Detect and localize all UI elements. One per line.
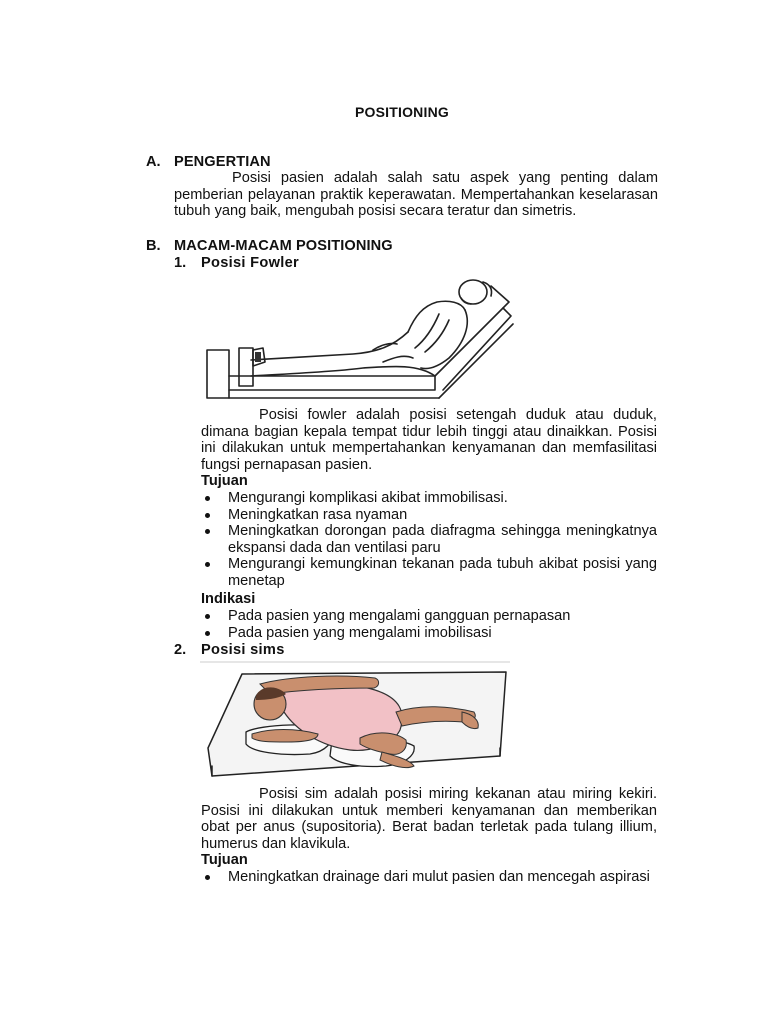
list-item-text: Meningkatkan drainage dari mulut pasien dan mencegah aspirasi bbox=[228, 869, 650, 885]
bullet-icon bbox=[205, 562, 210, 567]
list-item bbox=[201, 608, 657, 625]
list-item-text: Mengurangi kemungkinan tekanan pada tubuh akibat posisi yang menetap bbox=[228, 556, 657, 589]
sims-heading: Posisi sims bbox=[201, 642, 285, 658]
list-item-text: Meningkatkan dorongan pada diafragma sehingga meningkatnya ekspansi dada dan ventilasi paru bbox=[228, 523, 657, 556]
fowler-paragraph-text: Posisi fowler adalah posisi setengah duduk atau duduk, dimana bagian kepala tempat tidur lebih tinggi atau dinaikkan. Posisi ini dilakukan untuk mempertahankan kenyamanan dan memfasilitasi fungsi pernapasan pasien. bbox=[201, 407, 657, 473]
sims-tujuan-label: Tujuan bbox=[201, 852, 248, 868]
list-item-text: Pada pasien yang mengalami imobilisasi bbox=[228, 624, 492, 641]
list-item bbox=[201, 556, 657, 589]
section-a-heading: PENGERTIAN bbox=[174, 154, 271, 170]
sims-paragraph bbox=[201, 786, 657, 852]
bullet-icon bbox=[205, 631, 210, 636]
sims-position-illustration bbox=[200, 660, 512, 782]
bullet-icon bbox=[205, 496, 210, 501]
page-title: POSITIONING bbox=[355, 104, 449, 120]
fowler-indikasi-list bbox=[201, 608, 657, 641]
list-item bbox=[201, 625, 657, 642]
bullet-icon bbox=[205, 614, 210, 619]
list-item bbox=[201, 523, 657, 556]
fowler-heading: Posisi Fowler bbox=[201, 255, 299, 271]
bullet-icon bbox=[205, 513, 210, 518]
fowler-tujuan-label: Tujuan bbox=[201, 473, 248, 489]
fowler-number: 1. bbox=[174, 255, 187, 271]
section-a-paragraph-text: Posisi pasien adalah salah satu aspek yang penting dalam pemberian pelayanan praktik keperawatan. Mempertahankan keselarasan tubuh yang baik, mengubah posisi secara teratur dan simetris. bbox=[174, 170, 658, 219]
section-b-heading: MACAM-MACAM POSITIONING bbox=[174, 238, 393, 254]
fowler-indikasi-label: Indikasi bbox=[201, 591, 256, 607]
sims-tujuan-list bbox=[201, 869, 657, 886]
list-item bbox=[201, 507, 657, 524]
fowler-tujuan-list bbox=[201, 490, 657, 589]
fowler-position-illustration bbox=[203, 272, 515, 402]
section-a-letter: A. bbox=[146, 154, 161, 170]
bullet-icon bbox=[205, 529, 210, 534]
list-item-text: Mengurangi komplikasi akibat immobilisasi. bbox=[228, 490, 508, 506]
fowler-paragraph bbox=[201, 407, 657, 473]
list-item bbox=[201, 490, 657, 507]
section-a-paragraph bbox=[174, 170, 658, 220]
section-b-letter: B. bbox=[146, 238, 161, 254]
bullet-icon bbox=[205, 875, 210, 880]
sims-number: 2. bbox=[174, 642, 187, 658]
sims-paragraph-text: Posisi sim adalah posisi miring kekanan atau miring kekiri. Posisi ini dilakukan untuk memberi kenyamanan dan memberikan obat per anus (supositoria). Berat badan terletak pada tulang illium, humerus dan klavikula. bbox=[201, 786, 657, 852]
list-item bbox=[201, 869, 657, 886]
list-item-text: Pada pasien yang mengalami gangguan pernapasan bbox=[228, 608, 571, 624]
list-item-text: Meningkatkan rasa nyaman bbox=[228, 506, 408, 523]
